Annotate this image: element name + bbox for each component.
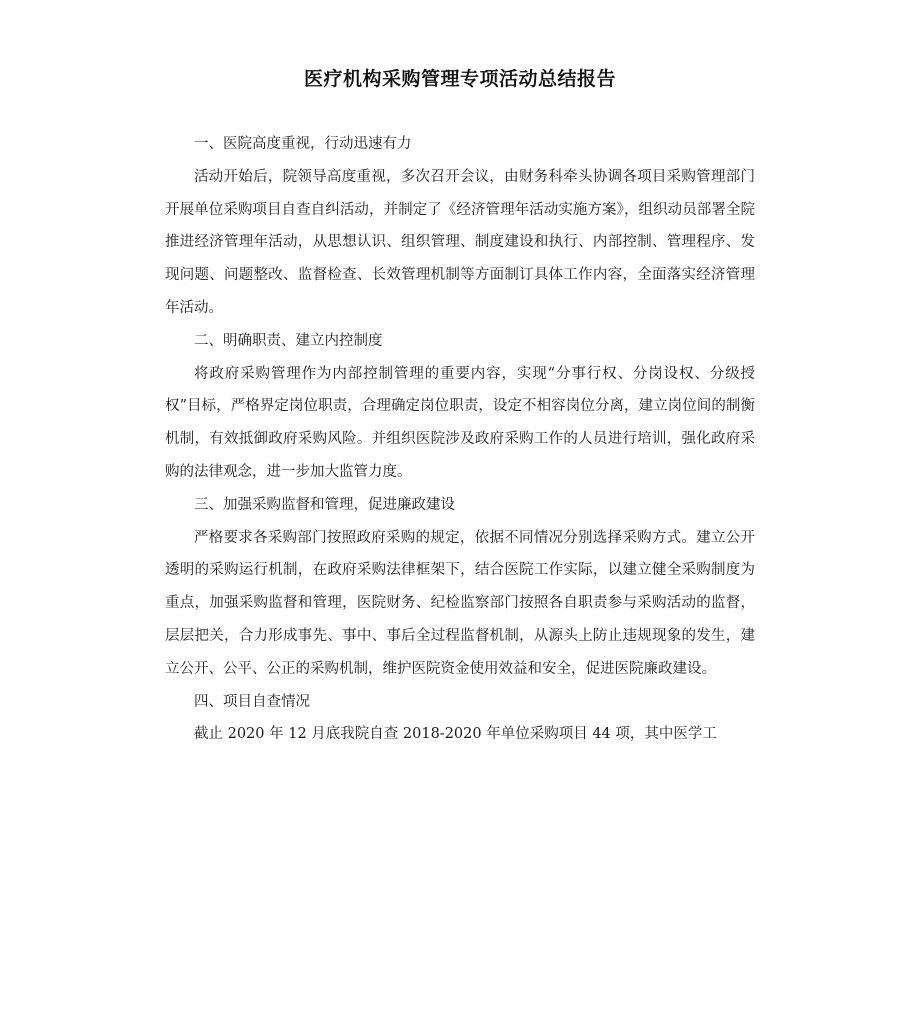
section-heading: 二、明确职责、建立内控制度 (194, 332, 383, 349)
section-heading: 四、项目自查情况 (194, 693, 310, 710)
paragraph: 将政府采购管理作为内部控制管理的重要内容，实现“分事行权、分岗设权、分级授权”目标，严格界定岗位职责，合理确定岗位职责，设定不相容岗位分离，建立岗位间的制衡机制，有效抵御政府采购风险。并组织医院涉及政府采购工作的人员进行培训，强化政府采购的法律观念，进一步加大监管力度。 (165, 365, 755, 480)
paragraph: 活动开始后，院领导高度重视，多次召开会议，由财务科牵头协调各项目采购管理部门开展单位采购项目自查自纠活动，并制定了《经济管理年活动实施方案》，组织动员部署全院推进经济管理年活动，从思想认识、组织管理、制度建设和执行、内部控制、管理程序、发现问题、问题整改、监督检查、长效管理机制等方面制订具体工作内容，全面落实经济管理年活动。 (165, 168, 755, 316)
paragraph: 严格要求各采购部门按照政府采购的规定，依据不同情况分别选择采购方式。建立公开透明的采购运行机制，在政府采购法律框架下，结合医院工作实际，以建立健全采购制度为重点，加强采购监督和管理，医院财务、纪检监察部门按照各自职责参与采购活动的监督，层层把关，合力形成事先、事中、事后全过程监督机制，从源头上防止违规现象的发生，建立公开、公平、公正的采购机制，维护医院资金使用效益和安全，促进医院廉政建设。 (165, 529, 755, 677)
paragraph: 截止 2020 年 12 月底我院自查 2018-2020 年单位采购项目 44 项，其中医学工 (194, 726, 717, 743)
section-heading: 一、医院高度重视，行动迅速有力 (194, 136, 412, 152)
document-title: 医疗机构采购管理专项活动总结报告 (303, 68, 616, 90)
document-body (165, 128, 755, 751)
section-heading: 三、加强采购监督和管理，促进廉政建设 (194, 496, 455, 513)
